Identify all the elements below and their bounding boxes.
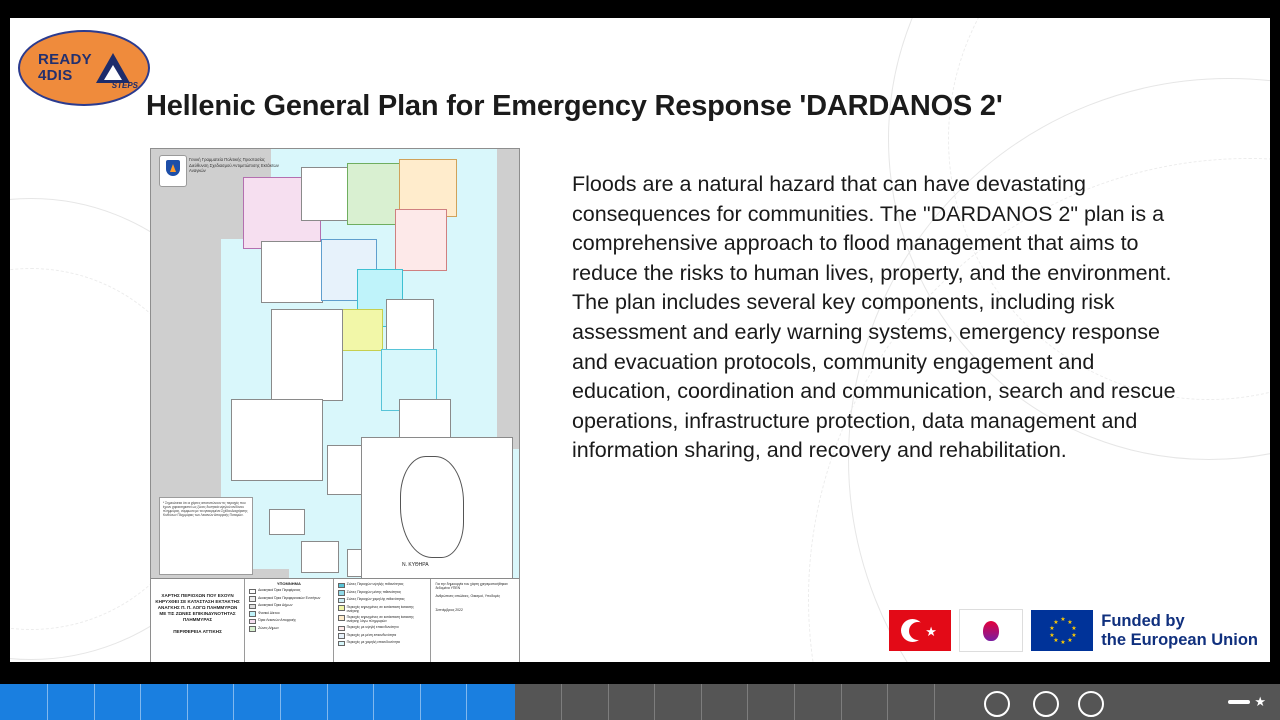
flood-risk-map [150,148,520,662]
legend-entry: Για την δημιουργία του χάρτη χρησιμοποιήθηκαν δεδομένα ΥΠΕΝ [435,582,508,591]
legend-entry: Ανθρώπινες απώλειες, Οικισμοί, Υποδομές [435,593,501,598]
legend-entry: Ζώνες Περιοχών χαμηλής πιθανότητας [346,597,405,601]
player-bar[interactable] [0,684,1280,720]
legend-column-2 [334,579,432,662]
triangle-icon [96,53,130,83]
map-legend [151,578,519,662]
progress-bar[interactable] [0,684,515,720]
map-region-island [301,541,339,573]
legend-column-3 [431,579,519,662]
previous-slide-button[interactable] [984,691,1010,717]
star-icon: ★ [1254,694,1266,709]
funding-text-line-2: the European Union [1101,630,1258,649]
legend-header: ΥΠΟΜΝΗΜΑ [276,581,301,586]
funding-strip [889,609,1258,652]
menu-button[interactable] [1228,695,1266,708]
turkey-flag-icon: ★ [889,610,951,651]
eu-flag-icon: ★ ★ ★ ★ ★ ★ ★ ★ ★ ★ [1031,610,1093,651]
legend-region: ΠΕΡΙΦΕΡΕΙΑ ΑΤΤΙΚΗΣ [173,629,222,634]
project-logo-icon [959,609,1023,652]
logo-line-1: READY [37,51,92,68]
funding-text [1101,612,1258,650]
map-inset-label: Ν. ΚΥΘΗΡΑ [402,562,429,568]
legend-entry: Διοικητικά Όρια Περιφερειακών Ενοτήτων [258,595,321,600]
map-region [261,241,323,303]
legend-entry: Περιοχές κηρυγμένες σε κατάσταση έκτακτης ανάγκης λόγω πλημμυρών [346,614,414,624]
legend-title-column [151,579,245,662]
civil-protection-crest-icon [159,155,187,187]
legend-date: Σεπτέμβριος 2022 [435,608,463,613]
map-region-island [269,509,305,535]
map-crest-label: Γενική Γραμματεία Πολιτικής Προστασίας Διεύθυνση Σχεδιασμού Αντιμετώπισης Εκτάκτων Αναγκών [189,157,279,173]
menu-icon [1228,700,1250,704]
map-region [271,309,343,401]
presentation-slide [10,18,1270,662]
legend-entry: Διοικητικά Όρια Περιφέρειας [258,588,301,593]
slide-body-text: Floods are a natural hazard that can have devastating consequences for communities. The "DARDANOS 2" plan is a comprehensive approach to flood management that aims to reduce the risks to human lives, property, and the environment. The plan includes several key components, including risk assessment and early warning systems, emergency response and evacuation protocols, community engagement and education, coordination and communication, search and rescue operations, infrastructure protection, data management and information sharing, and recovery and rehabilitation. [572,172,1176,463]
play-pause-button[interactable] [1033,691,1059,717]
map-region [341,309,383,351]
legend-entry: Φυσικό Δίκτυο [258,610,280,615]
legend-column-1 [245,579,334,662]
legend-entry: Περιοχές με μέση επικινδυνότητα [346,632,397,637]
next-slide-button[interactable] [1078,691,1104,717]
legend-entry: Περιοχές κηρυγμένες σε κατάσταση έκτακτης ανάγκης [346,604,414,613]
legend-entry: Διοικητικά Όρια Δήμων [258,603,293,608]
ready4dis-logo [18,30,150,106]
logo-line-2: 4DIS [37,67,73,84]
map-inset [361,437,513,579]
legend-entry: Περιοχές με χαμηλή επικινδυνότητα [346,640,400,645]
legend-entry: Ζώνες Περιοχών μέσης πιθανότητας [346,589,402,594]
legend-entry: Ζώνες Δήμων [258,625,279,630]
map-region [395,209,447,271]
legend-entry: Περιοχές με υψηλή επικινδυνότητα [346,625,399,630]
legend-entry: Ζώνες Περιοχών υψηλής πιθανότητας [346,582,404,586]
map-region [231,399,323,481]
map-landmass-east [497,149,519,449]
logo-tagline: STEPS [111,81,138,90]
page-title: Hellenic General Plan for Emergency Response 'DARDANOS 2' [146,90,1003,122]
legend-entry: Όρια Λεκανών Απορροής [258,618,297,623]
funding-text-line-1: Funded by [1101,611,1185,630]
map-note: * Σημειώνεται ότι οι χάρτες αποτυπώνουν τις περιοχές που έχουν χαρακτηριστεί ως ζώνες δυνητικά υψηλού κινδύνου πλημμύρας, σύμφωνα με τα εγκεκριμένα Σχέδια Διαχείρισης Κινδύνων Πλημμύρας των Λεκανών Απορροής Ποταμών. [159,497,253,575]
legend-title: ΧΑΡΤΗΣ ΠΕΡΙΟΧΩΝ ΠΟΥ ΕΧΟΥΝ ΚΗΡΥΧΘΕΙ ΣΕ ΚΑΤΑΣΤΑΣΗ ΕΚΤΑΚΤΗΣ ΑΝΑΓΚΗΣ Π. Π. ΛΟΓΩ ΠΛΗΜΜΥΡΩΝ ΜΕ ΤΙΣ ΖΩΝΕΣ ΕΠΙΚΙΝΔΥΝΟΤΗΤΑΣ ΠΛΗΜΜΥΡΑΣ [155,593,240,622]
